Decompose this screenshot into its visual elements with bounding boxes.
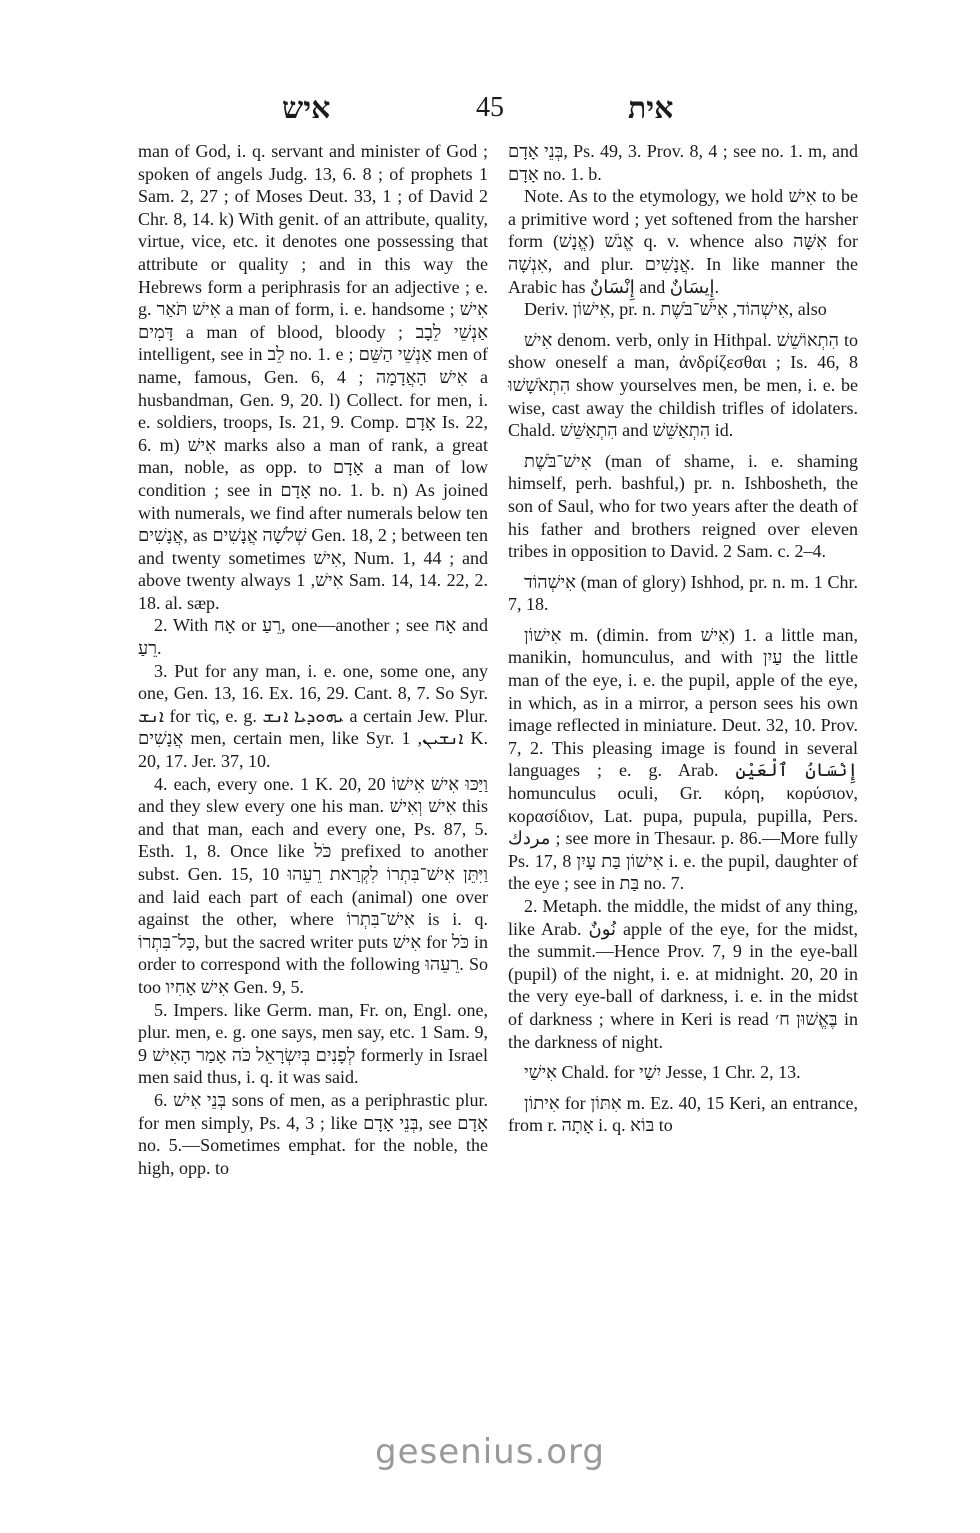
entry-paragraph: 4. each, every one. 1 K. 20, 20 וַיַּכּוּ אִישׁ אִישׁוֹ and they slew every one his man. אִישׁ וְאִישׁ this and that man, each and every one, Ps. 87, 5. Esth. 1, 8. Once like כֹּל prefixed to another subst. Gen. 15, 10 וַיִּתֵּן אִישׁ־בִּתְרוֹ לִקְרַאת רֵעֵהוּ and laid each part of each (animal) one over against the other, where אִישׁ־בִּתְרוֹ is i. q. כָּל־בִּתְרוֹ, but the sacred writer puts אִישׁ for כֹּל in order to correspond with the following רֵעֵהוּ. So too אִישׁ אָחִיו Gen. 9, 5.	[138, 773, 488, 997]
site-watermark: gesenius.org	[375, 1432, 605, 1472]
left-running-headword: איש	[282, 92, 331, 125]
entry-paragraph: אִישׁ־בֹּשֶׁת (man of shame, i. e. shaming himself, perh. bashful,) pr. n. Ishbosheth, the son of Saul, who for two years after the death of his father and brothers reigned over eleven tribes in opposition to David. 2 Sam. c. 2–4.	[508, 450, 858, 562]
note-paragraph: Note. As to the etymology, we hold אִישׁ to be a primitive word ; yet softened from the harsher form אֱנֹשׁ (אֱנָשׁ) q. v. whence also אִשָּׁה for אִנְשָׁה, and plur. אֲנָשִׁים. In like manner the Arabic has إِنْسَانٌ and إِيسَانٌ.	[508, 186, 858, 297]
entry-paragraph: Deriv. אִישׁוֹן, pr. n. אִישְׁהוֹד, אִישׁ־בֹּשֶׁת, also	[524, 299, 827, 320]
right-running-headword: אית	[628, 92, 674, 125]
entry-paragraph: 3. Put for any man, i. e. one, some one, any one, Gen. 13, 16. Ex. 16, 29. Cant. 8, 7. So Syr. ܐܢܫ for τὶς, e. g. ܝܗܘܕܝܐ ܐܢܫ a certain Jew. Plur. אֲנָשִׁים men, certain men, like Syr. ܐܢܫܝܢ, 1 K. 20, 17. Jer. 37, 10.	[138, 660, 488, 772]
entry-paragraph: אִישׁוֹן m. (dimin. from אִישׁ) 1. a little man, manikin, homunculus, and with עַיִן the little man of the eye, i. e. the pupil, apple of the eye, in which, as in a mirror, a person sees his own image reflected in miniature. Deut. 32, 10. Prov. 7, 2. This pleasing image is found in several languages ; e. g. Arab. إِنْسَانُ ٱلْعَيْنِ homunculus oculi, Gr. κόρη, κορύσιον, κορασίδιον, Lat. pupa, pupula, pupilla, Pers. مردك ; see more in Thesaur. p. 86.—More fully Ps. 17, 8 אִישׁוֹן בַּת עָיִן i. e. the pupil, daughter of the eye ; see in בַּת no. 7.	[508, 624, 859, 894]
page-number: 45	[476, 92, 504, 123]
page-header	[0, 92, 980, 132]
left-column	[138, 140, 488, 1179]
entry-paragraph: 2. Metaph. the middle, the midst of any thing, like Arab. نُونٌ apple of the eye, for the midst, the summit.—Hence Prov. 7, 9 in the eye-ball (pupil) of the night, i. e. at midnight. 20, 20 in the very eye-ball of darkness, i. e. in the midst of darkness ; where in Keri is read בֶּאֱשׁוּן ח׳ in the darkness of night.	[508, 896, 858, 1052]
entry-paragraph: man of God, i. q. servant and minister of God ; spoken of angels Judg. 13, 6. 8 ; of prophets 1 Sam. 2, 27 ; of Moses Deut. 33, 1 ; of David 2 Chr. 8, 14. k) With genit. of an attribute, quality, virtue, vice, etc. it denotes one possessing that attribute or quality ; and in this way the Hebrews form a periphrasis for an adjective ; e. g. אִישׁ תֹּאַר a man of form, i. e. handsome ; אִישׁ דָּמִים a man of blood, bloody ; אַנְשֵׁי לֵבָב intelligent, see in לֵב no. 1. e ; אַנְשֵׁי הַשֵּׁם men of name, famous, Gen. 6, 4 ; אִישׁ הָאֲדָמָה a husbandman, Gen. 9, 20. l) Collect. for men, i. e. soldiers, troops, Is. 21, 9. Comp. אָדָם Is. 22, 6. m) אִישׁ marks also a man of rank, a great man, noble, as opp. to אָדָם a man of low condition ; see in אָדָם no. 1. b. n) As joined with numerals, we find after numerals below ten אֲנָשִׁים, as שְׁלֹשָׁה אֲנָשִׁים Gen. 18, 2 ; between ten and twenty sometimes אִישׁ, Num. 1, 44 ; and above twenty always אִישׁ, 1 Sam. 14, 14. 22, 2. 18. al. sæp.	[138, 141, 489, 613]
entry-paragraph: אִיתוֹן for אִתּוֹן m. Ez. 40, 15 Keri, an entrance, from r. אָתָה i. q. בּוֹא to	[508, 1092, 858, 1136]
entry-paragraph: אִישַׁי Chald. for יִשַׁי Jesse, 1 Chr. 2, 13.	[524, 1062, 801, 1083]
entry-paragraph: 6. בְּנֵי אִישׁ sons of men, as a periphrastic plur. for men simply, Ps. 4, 3 ; like בְּנֵי אָדָם, see אָדָם no. 5.—Sometimes emphat. for the noble, the high, opp. to	[138, 1089, 488, 1178]
entry-paragraph: 2. With אָח or רֵעַ, one—another ; see אָח and רֵעַ.	[138, 615, 488, 659]
entry-paragraph: אִישׁ denom. verb, only in Hithpal. הִתְאוֹשֵׁשׁ to show oneself a man, ἀνδρίζεσθαι ; Is. 46, 8 הִתְאֹשָׁשׁוּ show yourselves men, be men, i. e. be wise, cast away the childish trifles of idolaters. Chald. הִתְאַשֵּׁשׁ and הִתְאַשֵּׁשׁ id.	[508, 329, 858, 441]
entry-paragraph: 5. Impers. like Germ. man, Fr. on, Engl. one, plur. men, e. g. one says, men say, etc. 1 Sam. 9, 9 לְפָנִים בְּיִשְׂרָאֵל כֹּה אָמַר הָאִישׁ formerly in Israel men said thus, i. q. it was said.	[138, 999, 488, 1088]
right-column	[508, 140, 858, 1137]
entry-paragraph: אִישְׁהוֹד (man of glory) Ishhod, pr. n. m. 1 Chr. 7, 18.	[508, 571, 858, 615]
entry-paragraph: בְּנֵי אָדָם, Ps. 49, 3. Prov. 8, 4 ; see no. 1. m, and אָדָם no. 1. b.	[508, 141, 858, 184]
